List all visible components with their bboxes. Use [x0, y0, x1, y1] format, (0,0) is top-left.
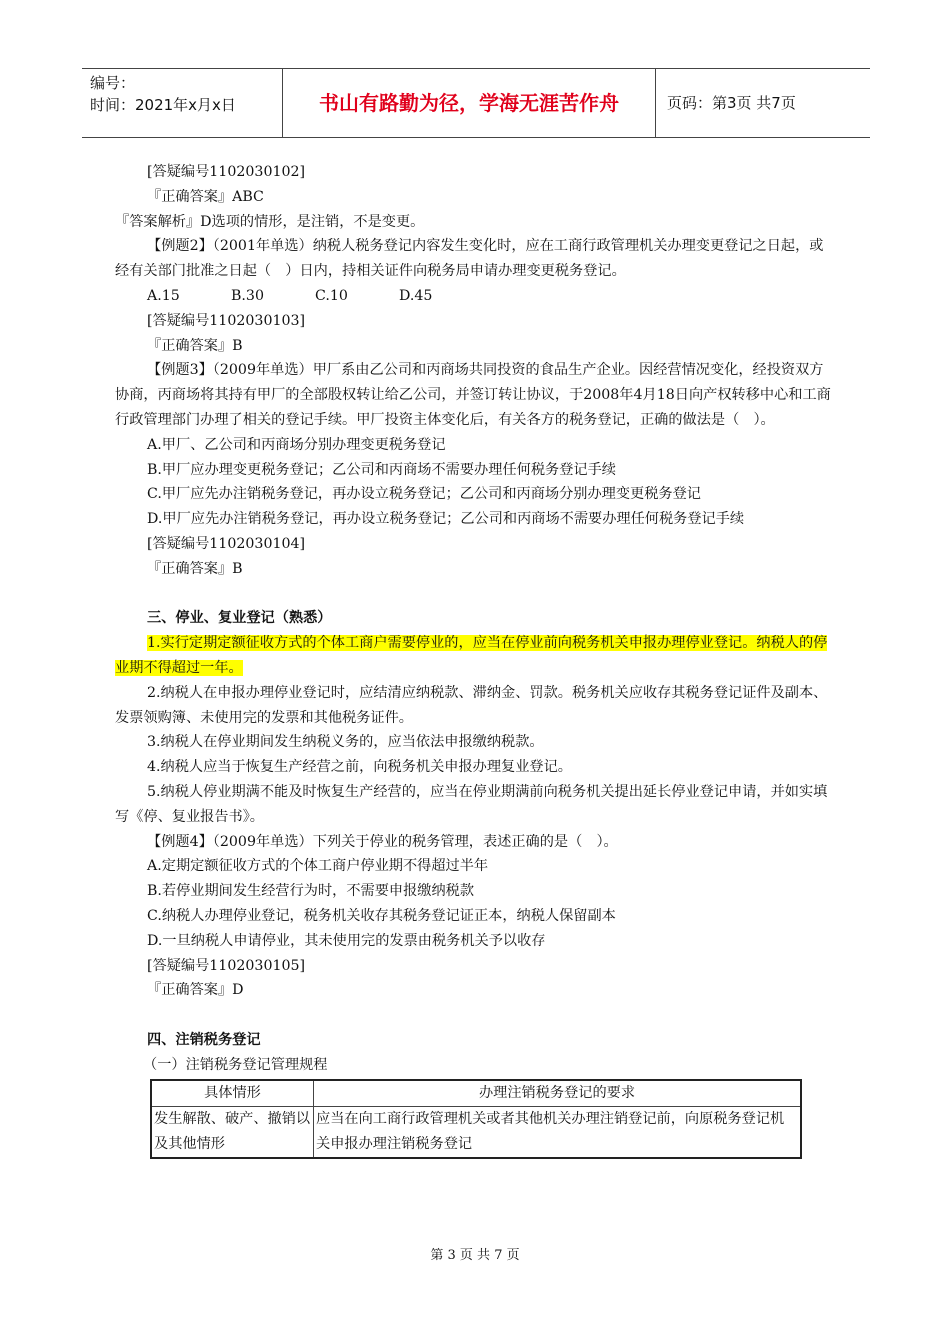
document-body: [115, 160, 837, 1159]
section3-items: [115, 681, 837, 1003]
paragraph: 2.纳税人在申报办理停业登记时，应结清应纳税款、滞纳金、罚款。税务机关应收存其税务登记证件及副本、发票领购簿、未使用完的发票和其他税务证件。: [115, 684, 828, 726]
paragraph: B.甲厂应办理变更税务登记；乙公司和丙商场不需要办理任何税务登记手续: [147, 461, 616, 478]
table-cell: 应当在向工商行政管理机关或者其他机关办理注销登记前，向原税务登记机关申报办理注销税务登记: [314, 1107, 802, 1158]
highlighted-text: 1.实行定期定额征收方式的个体工商户需要停业的，应当在停业前向税务机关申报办理停业登记。纳税人的停业期不得超过一年。: [115, 635, 828, 676]
table-header-cell: 具体情形: [151, 1080, 314, 1106]
header-left: [82, 69, 282, 137]
paragraph: 4.纳税人应当于恢复生产经营之前，向税务机关申报办理复业登记。: [147, 759, 572, 776]
q2-option: D.45: [399, 287, 433, 304]
paragraph: 3.纳税人在停业期间发生纳税义务的，应当依法申报缴纳税款。: [147, 734, 544, 751]
table-header-row: [151, 1080, 801, 1106]
q2-option: B.30: [231, 287, 264, 304]
motto: 书山有路勤为径，学海无涯苦作舟: [282, 69, 656, 137]
q2-option: C.10: [315, 287, 348, 304]
example-block-1: [115, 160, 837, 284]
deregistration-table: [150, 1079, 802, 1158]
q2-option: A.15: [147, 287, 180, 304]
paragraph: 『正确答案』B: [147, 337, 243, 354]
spacer: [115, 582, 837, 607]
paragraph: [答疑编号1102030104]: [147, 535, 306, 552]
paragraph: A.定期定额征收方式的个体工商户停业期不得超过半年: [147, 858, 489, 875]
page-footer: 第 3 页 共 7 页: [430, 1248, 520, 1263]
paragraph: C.纳税人办理停业登记，税务机关收存其税务登记证正本，纳税人保留副本: [147, 907, 616, 924]
paragraph: [答疑编号1102030102]: [147, 164, 306, 180]
paragraph: 【例题3】（2009年单选）甲厂系由乙公司和丙商场共同投资的食品生产企业。因经营情况变化，经投资双方协商，丙商场将其持有甲厂的全部股权转让给乙公司，并签订转让协议，于2008年4月18日向产权转移中心和工商行政管理部门办理了相关的登记手续。甲厂投资主体变化后，有关各方的税务登记，正确的做法是（ ）。: [115, 362, 831, 428]
paragraph: B.若停业期间发生经营行为时，不需要申报缴纳税款: [147, 883, 475, 900]
paragraph: 【例题4】（2009年单选）下列关于停业的税务管理，表述正确的是（ ）。: [147, 833, 618, 850]
page-info: 页码：第3页 共7页: [667, 94, 796, 112]
paragraph: D.一旦纳税人申请停业，其未使用完的发票由税务机关予以收存: [147, 932, 546, 949]
paragraph: [答疑编号1102030105]: [147, 957, 306, 974]
paragraph: A.甲厂、乙公司和丙商场分别办理变更税务登记: [147, 436, 446, 453]
paragraph: D.甲厂应先办注销税务登记，再办设立税务登记；乙公司和丙商场不需要办理任何税务登记手续: [147, 511, 745, 528]
paragraph: 『正确答案』ABC: [147, 188, 264, 205]
spacer: [115, 1003, 837, 1028]
date-label: 时间：2021年x月x日: [90, 96, 236, 114]
paragraph: [答疑编号1102030103]: [147, 312, 306, 329]
paragraph: 5.纳税人停业期满不能及时恢复生产经营的，应当在停业期满前向税务机关提出延长停业登记申请，并如实填写《停、复业报告书》。: [115, 783, 828, 825]
table-header-cell: 办理注销税务登记的要求: [314, 1080, 802, 1106]
paragraph: 【例题2】（2001年单选）纳税人税务登记内容发生变化时，应在工商行政管理机关办理变更登记之日起，或经有关部门批准之日起（ ）日内，持相关证件向税务局申请办理变更税务登记。: [115, 238, 824, 280]
table-row: [151, 1107, 801, 1158]
section4-title: 四、注销税务登记: [147, 1031, 261, 1048]
section4-subtitle: （一）注销税务登记管理规程: [143, 1056, 328, 1073]
paragraph: 『答案解析』D选项的情形，是注销，不是变更。: [115, 213, 425, 230]
code-label: 编号：: [90, 74, 136, 92]
paragraph: 『正确答案』B: [147, 560, 243, 577]
section3-title: 三、停业、复业登记（熟悉）: [147, 610, 332, 627]
table-cell: 发生解散、破产、撤销以及其他情形: [151, 1107, 314, 1158]
paragraph: 『正确答案』D: [147, 982, 244, 999]
q2-options: [115, 284, 837, 309]
section3-highlight-para: [115, 631, 837, 681]
example-block-2: [115, 309, 837, 582]
page-header: [82, 68, 870, 138]
paragraph: C.甲厂应先办注销税务登记，再办设立税务登记；乙公司和丙商场分别办理变更税务登记: [147, 486, 701, 503]
